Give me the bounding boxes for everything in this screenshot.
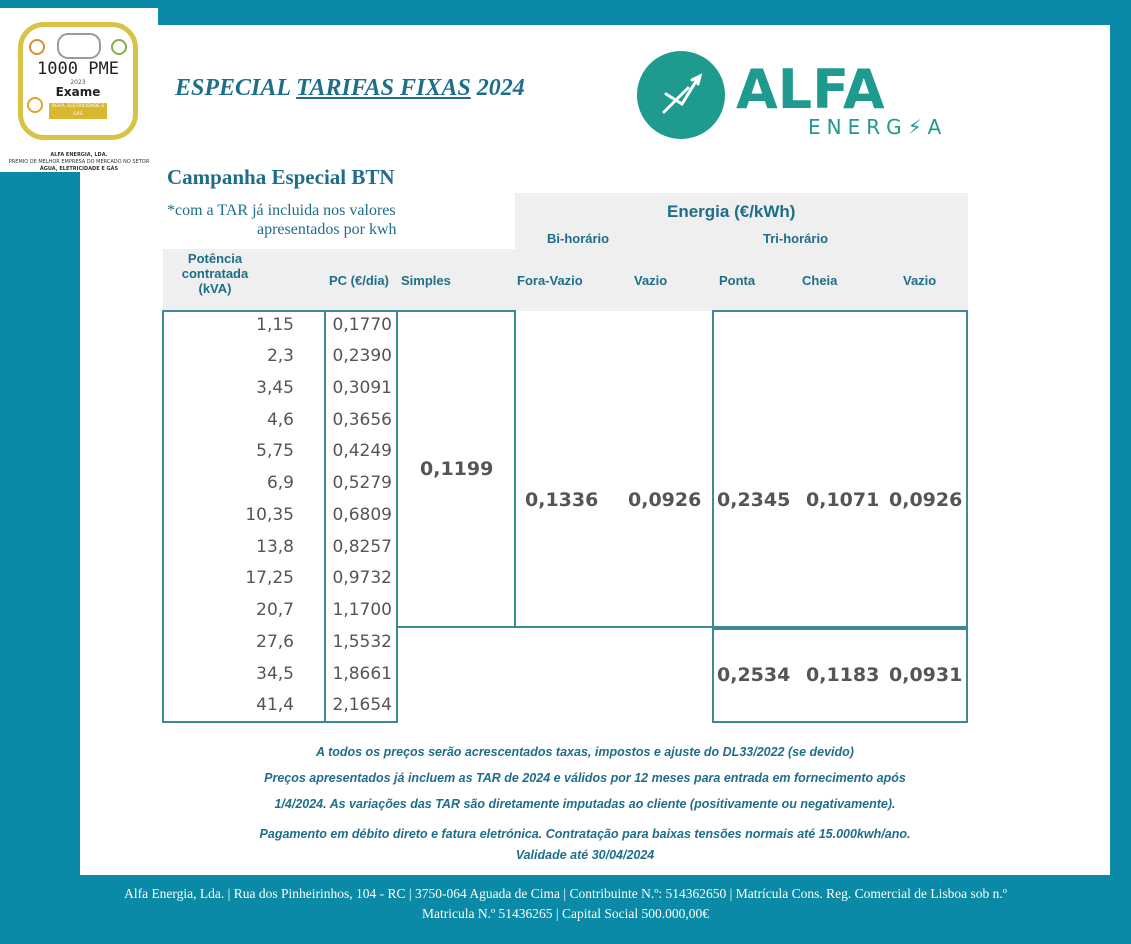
cheia-value: 0,1183 [806, 664, 880, 686]
logo-name: ALFA [736, 58, 885, 121]
badge-title: 1000 PME [37, 59, 119, 79]
col-header-power [180, 251, 250, 296]
row-pc: 0,2390 [332, 346, 392, 366]
footnote: Validade até 30/04/2024 [515, 848, 655, 862]
footnote: Preços apresentados já incluem as TAR de 2024 e válidos por 12 meses para entrada em fornecimento após [264, 771, 906, 785]
company-info: Matricula N.º 51436265 | Capital Social 500.000,00€ [422, 906, 709, 921]
campaign-note: *com a TAR já incluida nos valores [167, 202, 396, 219]
row-pc: 1,8661 [332, 664, 392, 684]
col-header-simples: Simples [401, 273, 451, 288]
circle-icon [29, 39, 45, 55]
row-kva: 4,6 [266, 410, 294, 430]
row-kva: 13,8 [256, 537, 294, 557]
badge-year: 2023 [70, 79, 86, 86]
bi-horario-label: Bi-horário [547, 231, 610, 246]
simples-value: 0,1199 [420, 458, 494, 480]
row-kva: 5,75 [256, 441, 294, 461]
ponta-value: 0,2345 [717, 489, 791, 511]
badge-caption: ÁGUA, ELETRICIDADE E GÁS [39, 166, 119, 172]
row-pc: 1,1700 [332, 600, 392, 620]
badge-brand: Exame [55, 85, 101, 99]
row-pc: 0,3656 [332, 410, 392, 430]
row-kva: 1,15 [256, 315, 294, 335]
tri-low-box [712, 310, 968, 628]
company-info: Alfa Energia, Lda. | Rua dos Pinheirinhos, 104 - RC | 3750-064 Aguada de Cima | Contribuinte N.º: 514362650 | Matrícula Cons. Reg. Comercial de Lisboa sob n.º [124, 886, 1007, 901]
row-pc: 0,4249 [332, 441, 392, 461]
campaign-note: apresentados por kwh [257, 221, 397, 238]
row-kva: 10,35 [245, 505, 294, 525]
col-header-vazio-tri: Vazio [903, 273, 937, 288]
footnote: 1/4/2024. As variações das TAR são diretamente imputadas ao cliente (positivamente ou negativamente). [274, 797, 896, 811]
circle-icon [111, 39, 127, 55]
col-header-pc: PC (€/dia) [329, 273, 389, 288]
title-prefix: ESPECIAL [175, 75, 297, 101]
alfa-energia-logo [636, 50, 986, 140]
row-pc: 0,8257 [332, 537, 392, 557]
row-kva: 3,45 [256, 378, 294, 398]
col-header-power-line: contratada [181, 266, 249, 281]
logo-sub: ENERG⚡A [808, 115, 948, 139]
col-header-power-line: Potência [187, 251, 243, 266]
vazio-tri-value: 0,0926 [889, 489, 963, 511]
tri-horario-label: Tri-horário [763, 231, 829, 246]
col-header-fora-vazio: Fora-Vazio [517, 273, 583, 288]
row-pc: 0,9732 [332, 568, 392, 588]
campaign-title: Campanha Especial BTN [167, 165, 395, 189]
row-pc: 0,3091 [332, 378, 392, 398]
footnote: Pagamento em débito direto e fatura eletrónica. Contratação para baixas tensões normais até 15.000kwh/ano. [259, 827, 911, 841]
col-header-power-line: (kVA) [198, 281, 232, 296]
col-header-ponta: Ponta [719, 273, 756, 288]
title-underlined: TARIFAS FIXAS [296, 75, 471, 101]
row-pc: 2,1654 [332, 695, 392, 715]
row-kva: 6,9 [266, 473, 294, 493]
col-header-cheia: Cheia [802, 273, 838, 288]
footnote: A todos os preços serão acrescentados taxas, impostos e ajuste do DL33/2022 (se devido) [316, 745, 854, 759]
ponta-value: 0,2534 [717, 664, 791, 686]
circle-icon [27, 97, 43, 113]
row-pc: 0,6809 [332, 505, 392, 525]
badge-caption: ALFA ENERGIA, LDA. [50, 152, 108, 158]
row-pc: 1,5532 [332, 632, 392, 652]
row-kva: 41,4 [256, 695, 294, 715]
badge-caption: PREMIO DE MELHOR EMPRESA DO MERCADO NO SETOR [8, 159, 150, 165]
fora-vazio-value: 0,1336 [525, 489, 599, 511]
agses-seal-icon [57, 33, 101, 59]
vazio-tri-value: 0,0931 [889, 664, 963, 686]
badge-emblem [18, 22, 138, 140]
award-badge [0, 8, 158, 172]
vazio-bi-value: 0,0926 [628, 489, 702, 511]
row-pc: 0,1770 [332, 315, 392, 335]
title-suffix: 2024 [470, 75, 525, 101]
row-kva: 2,3 [266, 346, 294, 366]
row-kva: 27,6 [256, 632, 294, 652]
energy-header: Energia (€/kWh) [667, 202, 796, 221]
lower-divider [396, 626, 714, 628]
row-kva: 17,25 [245, 568, 294, 588]
badge-strip: ÁGUA, ELETRICIDADE E GÁS [49, 103, 107, 119]
row-kva: 20,7 [256, 600, 294, 620]
row-kva: 34,5 [256, 664, 294, 684]
cheia-value: 0,1071 [806, 489, 880, 511]
row-pc: 0,5279 [332, 473, 392, 493]
page-title [175, 75, 525, 102]
col-header-vazio-bi: Vazio [634, 273, 668, 288]
